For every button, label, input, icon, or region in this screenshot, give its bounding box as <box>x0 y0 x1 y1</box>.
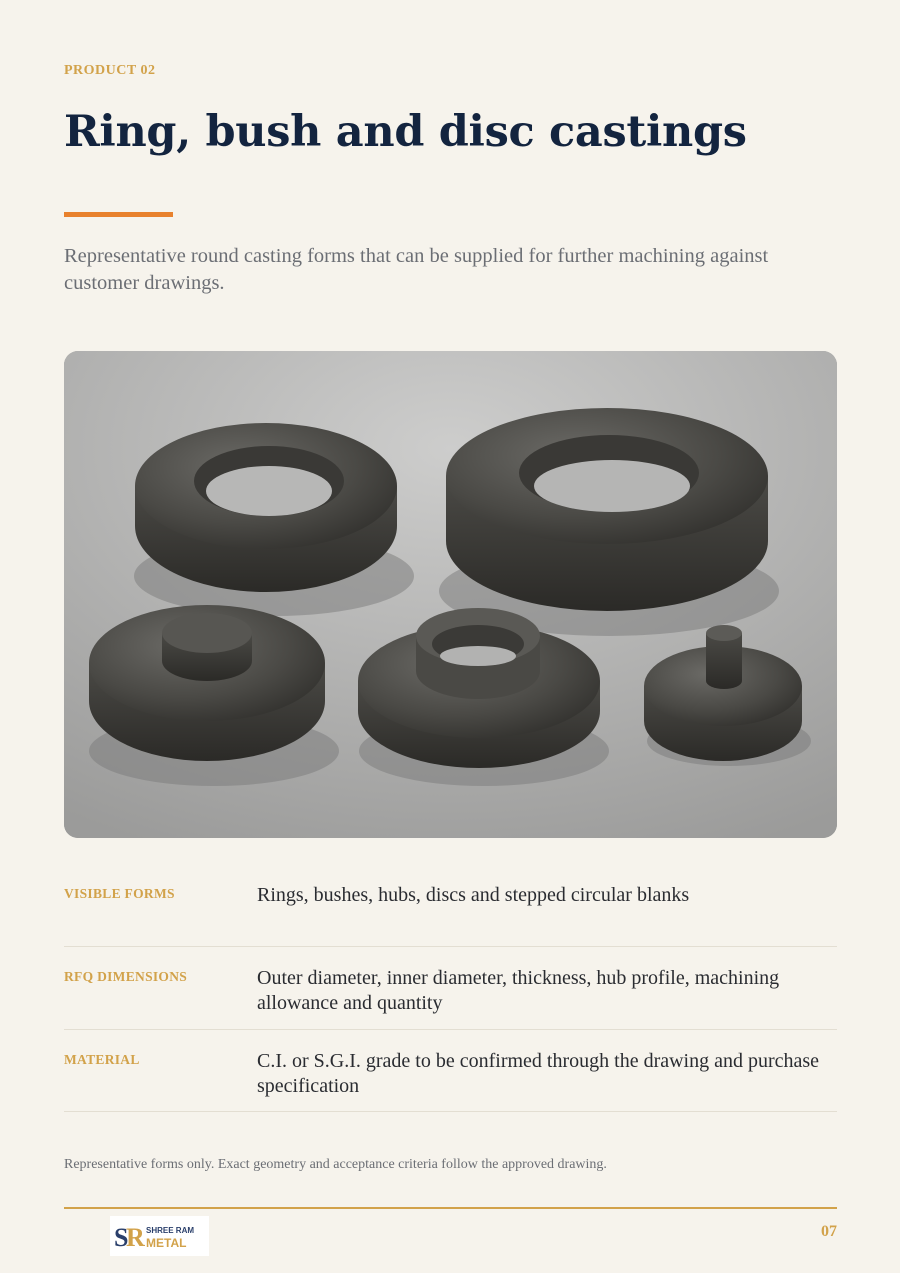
logo-mark-icon <box>110 1216 209 1256</box>
spec-row-material <box>64 1029 837 1112</box>
svg-text:SHREE RAM: SHREE RAM <box>146 1226 195 1235</box>
spec-label: VISIBLE FORMS <box>64 886 175 901</box>
svg-text:S: S <box>114 1223 129 1252</box>
product-photo <box>64 351 837 838</box>
product-eyebrow: PRODUCT 02 <box>64 63 156 78</box>
ring-casting-right <box>446 408 768 611</box>
spec-value: C.I. or S.G.I. grade to be confirmed through the drawing and purchase specification <box>257 1050 820 1097</box>
footnote: Representative forms only. Exact geometry and acceptance criteria follow the approved drawing. <box>64 1157 607 1172</box>
company-logo <box>110 1216 209 1256</box>
spec-value: Outer diameter, inner diameter, thickness, hub profile, machining allowance and quantity <box>257 967 780 1014</box>
accent-rule <box>64 212 173 217</box>
page-number: 07 <box>821 1223 837 1240</box>
page-title: Ring, bush and disc castings <box>64 107 747 157</box>
footer-rule <box>64 1207 837 1209</box>
spec-value: Rings, bushes, hubs, discs and stepped circular blanks <box>257 884 690 906</box>
castings-illustration <box>64 351 837 838</box>
svg-text:METAL: METAL <box>146 1236 187 1250</box>
ring-casting-left <box>135 423 397 592</box>
spec-row-rfq-dimensions <box>64 946 837 1030</box>
spec-label: RFQ DIMENSIONS <box>64 969 188 984</box>
svg-text:R: R <box>126 1223 145 1252</box>
lead-paragraph: Representative round casting forms that can be supplied for further machining against customer drawings. <box>64 245 769 294</box>
spec-label: MATERIAL <box>64 1052 140 1067</box>
spec-row-visible-forms <box>64 862 837 947</box>
hub-disc-casting <box>89 605 325 761</box>
